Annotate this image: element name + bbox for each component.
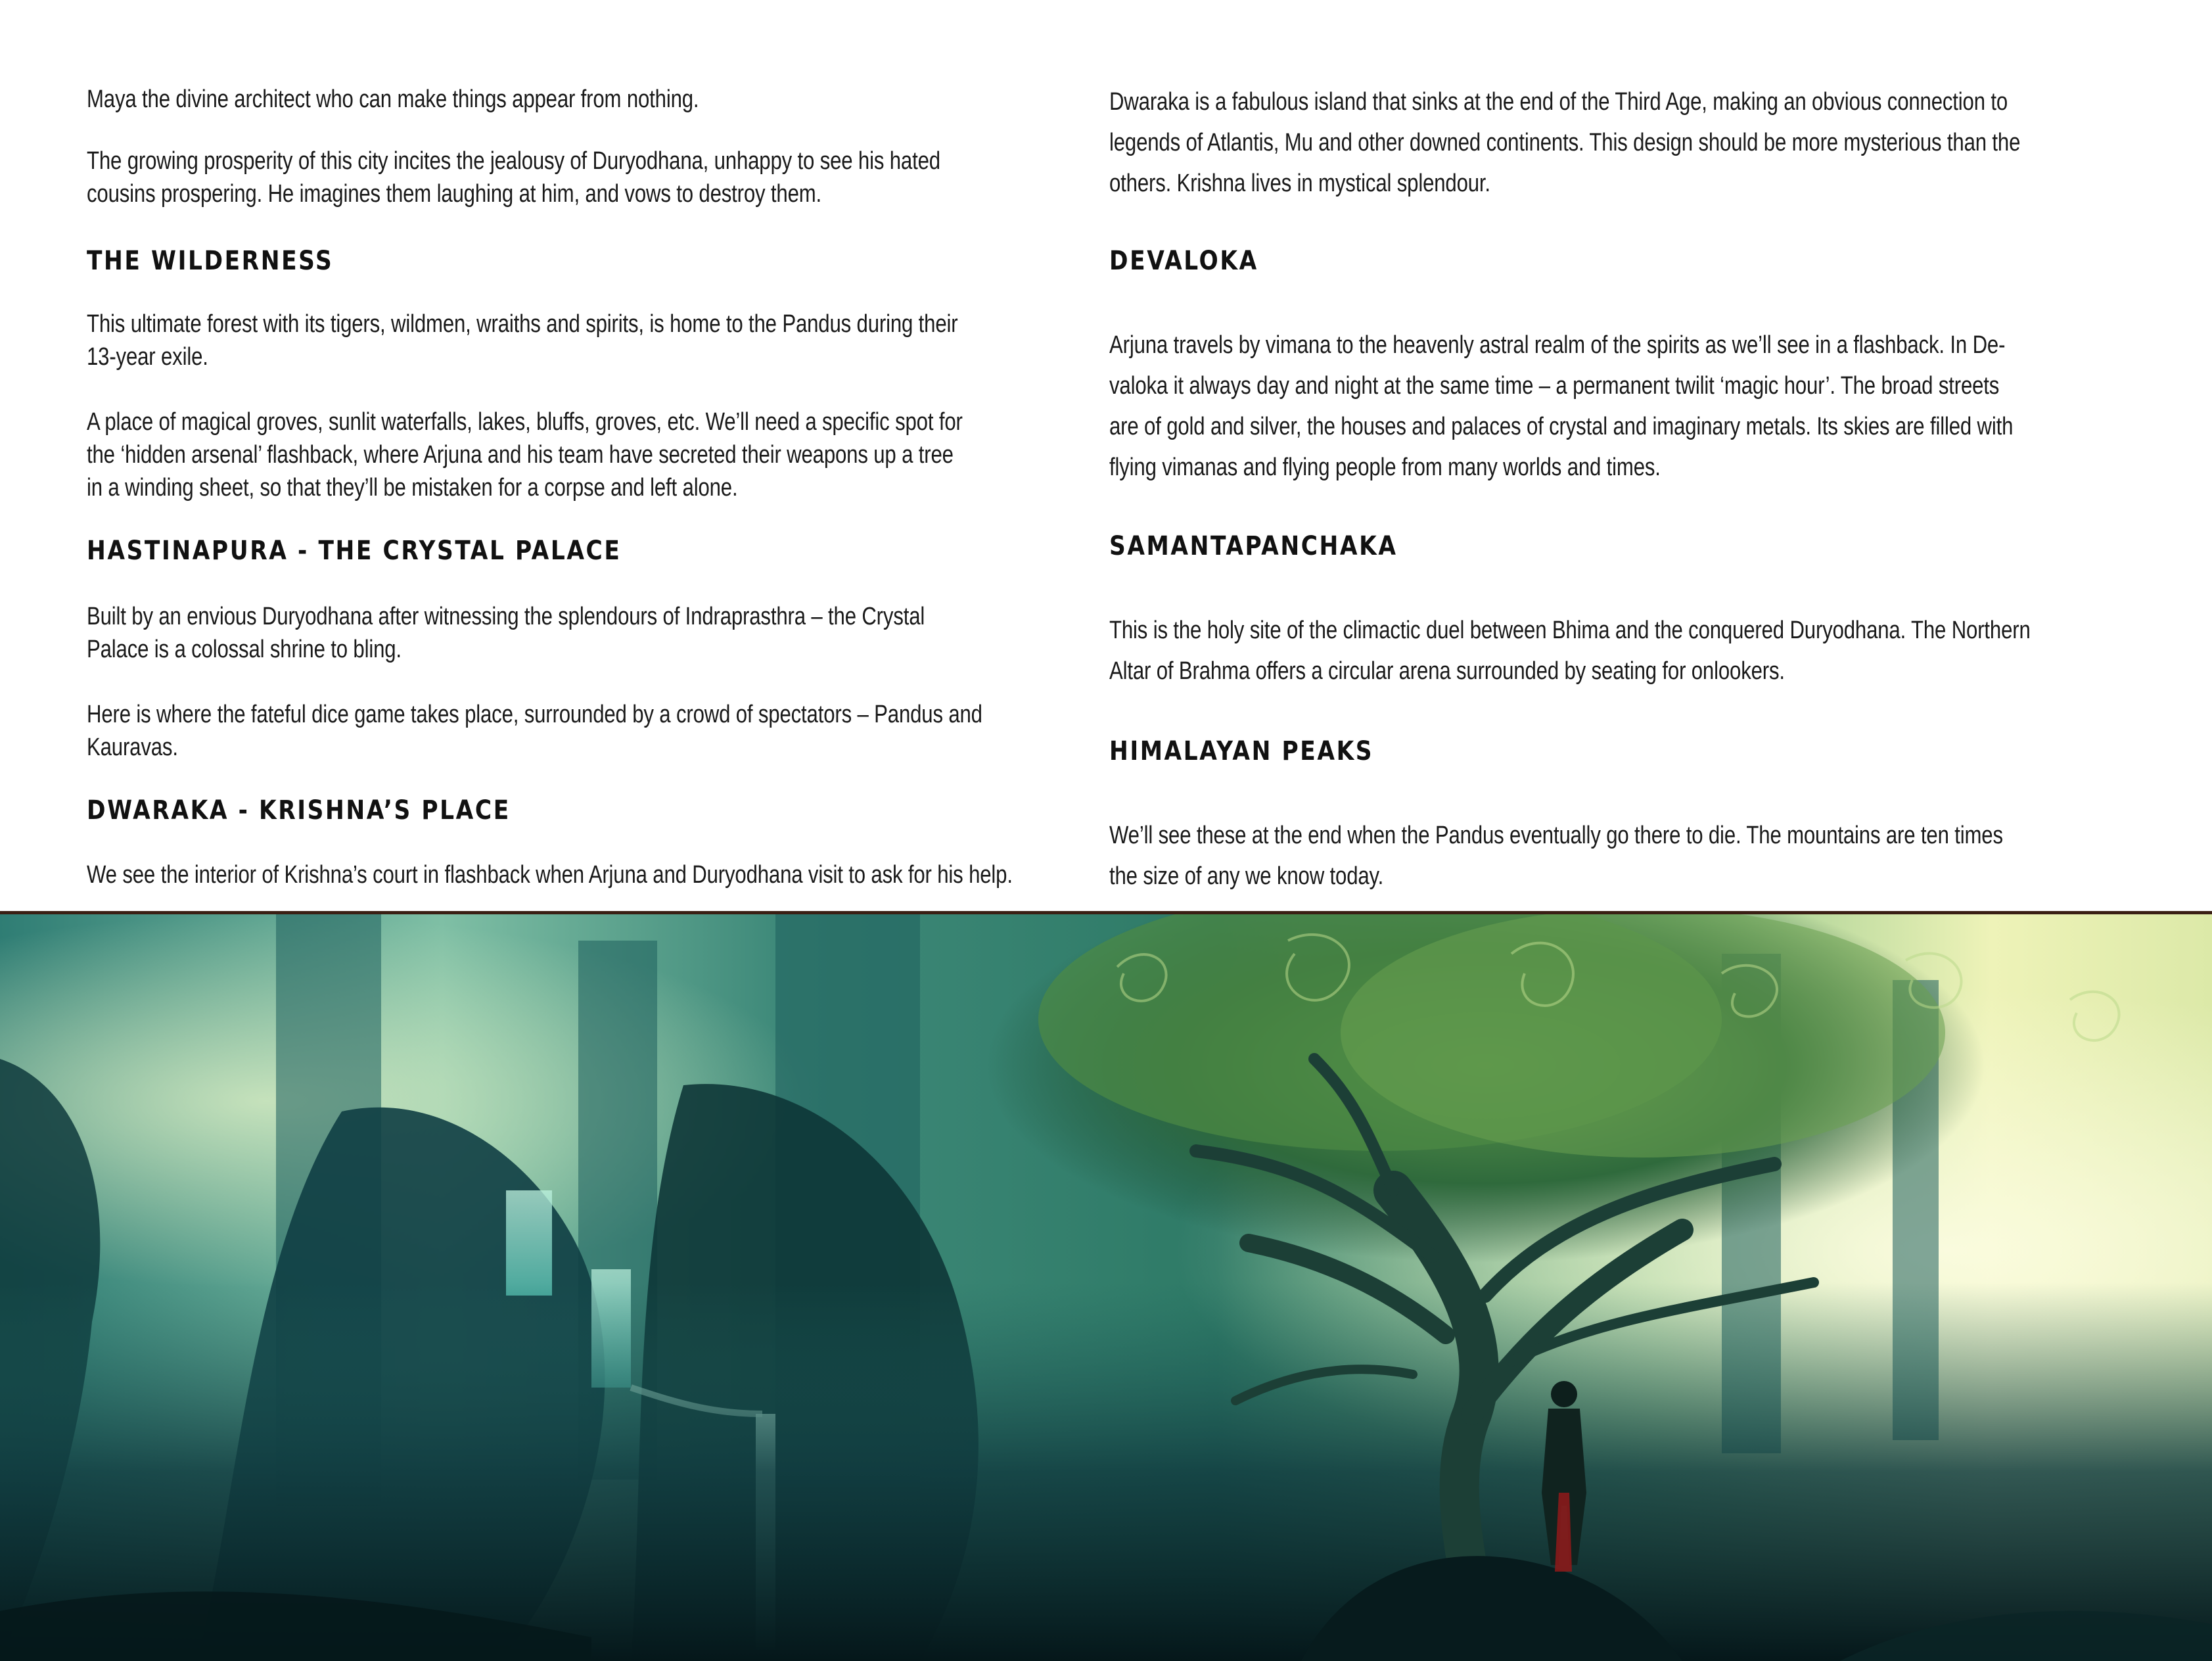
paragraph-dwaraka-island xyxy=(1109,82,2134,204)
heading-dwaraka: DWARAKA - KRISHNA’S PLACE xyxy=(87,795,511,826)
paragraph-line: cousins prospering. He imagines them laughing at him, and vows to destroy them. xyxy=(87,180,822,208)
paragraph-line: are of gold and silver, the houses and palaces of crystal and imaginary metals. Its skies are filled with xyxy=(1109,413,2014,440)
paragraph-dice-game xyxy=(87,698,1086,764)
paragraph-krishna-court: We see the interior of Krishna’s court in flashback when Arjuna and Duryodhana visit to ask for his help. xyxy=(87,861,1013,889)
heading-hastinapura: HASTINAPURA - THE CRYSTAL PALACE xyxy=(87,536,622,566)
paragraph-line: legends of Atlantis, Mu and other downed continents. This design should be more mysterious than the xyxy=(1109,129,2021,156)
paragraph-crystal-palace xyxy=(87,600,1086,666)
paragraph-line: the size of any we know today. xyxy=(1109,862,1384,890)
paragraph-line: in a winding sheet, so that they’ll be mistaken for a corpse and left alone. xyxy=(87,474,738,502)
paragraph-line: Built by an envious Duryodhana after witnessing the splendours of Indraprasthra – the Crystal xyxy=(87,603,925,630)
paragraph-groves xyxy=(87,406,1086,504)
paragraph-line: 13-year exile. xyxy=(87,343,208,371)
forest-painting xyxy=(0,914,2212,1661)
paragraph-line: the ‘hidden arsenal’ flashback, where Arjuna and his team have secreted their weapons up a tree xyxy=(87,441,954,469)
heading-devaloka: DEVALOKA xyxy=(1109,246,1258,276)
paragraph-mountains xyxy=(1109,815,2134,897)
heading-samantapanchaka: SAMANTAPANCHAKA xyxy=(1109,531,1398,561)
paragraph-line: Kauravas. xyxy=(87,734,178,761)
paragraph-astral-realm xyxy=(1109,325,2134,488)
forest-illustration xyxy=(0,914,2212,1661)
paragraph-line: We’ll see these at the end when the Pandus eventually go there to die. The mountains are ten times xyxy=(1109,822,2003,849)
paragraph-line: Arjuna travels by vimana to the heavenly astral realm of the spirits as we’ll see in a flashback. In De- xyxy=(1109,331,2006,359)
paragraph-line: others. Krishna lives in mystical splendour. xyxy=(1109,170,1490,197)
paragraph-line: The growing prosperity of this city incites the jealousy of Duryodhana, unhappy to see his hated xyxy=(87,147,940,175)
paragraph-line: Palace is a colossal shrine to bling. xyxy=(87,636,402,663)
figure-silhouette xyxy=(1542,1381,1586,1572)
paragraph-holy-site xyxy=(1109,610,2134,691)
paragraph-forest xyxy=(87,308,1086,373)
paragraph-line: A place of magical groves, sunlit waterfalls, lakes, bluffs, groves, etc. We’ll need a specific spot for xyxy=(87,408,963,436)
paragraph-line: This ultimate forest with its tigers, wildmen, wraiths and spirits, is home to the Pandus during their xyxy=(87,310,958,338)
paragraph-line: This is the holy site of the climactic duel between Bhima and the conquered Duryodhana. The Northern xyxy=(1109,617,2031,644)
paragraph-prosperity xyxy=(87,145,1086,210)
paragraph-line: valoka it always day and night at the same time – a permanent twilit ‘magic hour’. The broad streets xyxy=(1109,372,2000,400)
paragraph-maya: Maya the divine architect who can make things appear from nothing. xyxy=(87,85,699,113)
paragraph-line: flying vimanas and flying people from many worlds and times. xyxy=(1109,454,1661,481)
paragraph-line: Dwaraka is a fabulous island that sinks at the end of the Third Age, making an obvious connection to xyxy=(1109,88,2008,116)
paragraph-line: Altar of Brahma offers a circular arena surrounded by seating for onlookers. xyxy=(1109,657,1785,685)
heading-the-wilderness: THE WILDERNESS xyxy=(87,246,334,276)
paragraph-line: Here is where the fateful dice game takes place, surrounded by a crowd of spectators – Pandus and xyxy=(87,701,982,728)
heading-himalayan-peaks: HIMALAYAN PEAKS xyxy=(1109,736,1374,766)
